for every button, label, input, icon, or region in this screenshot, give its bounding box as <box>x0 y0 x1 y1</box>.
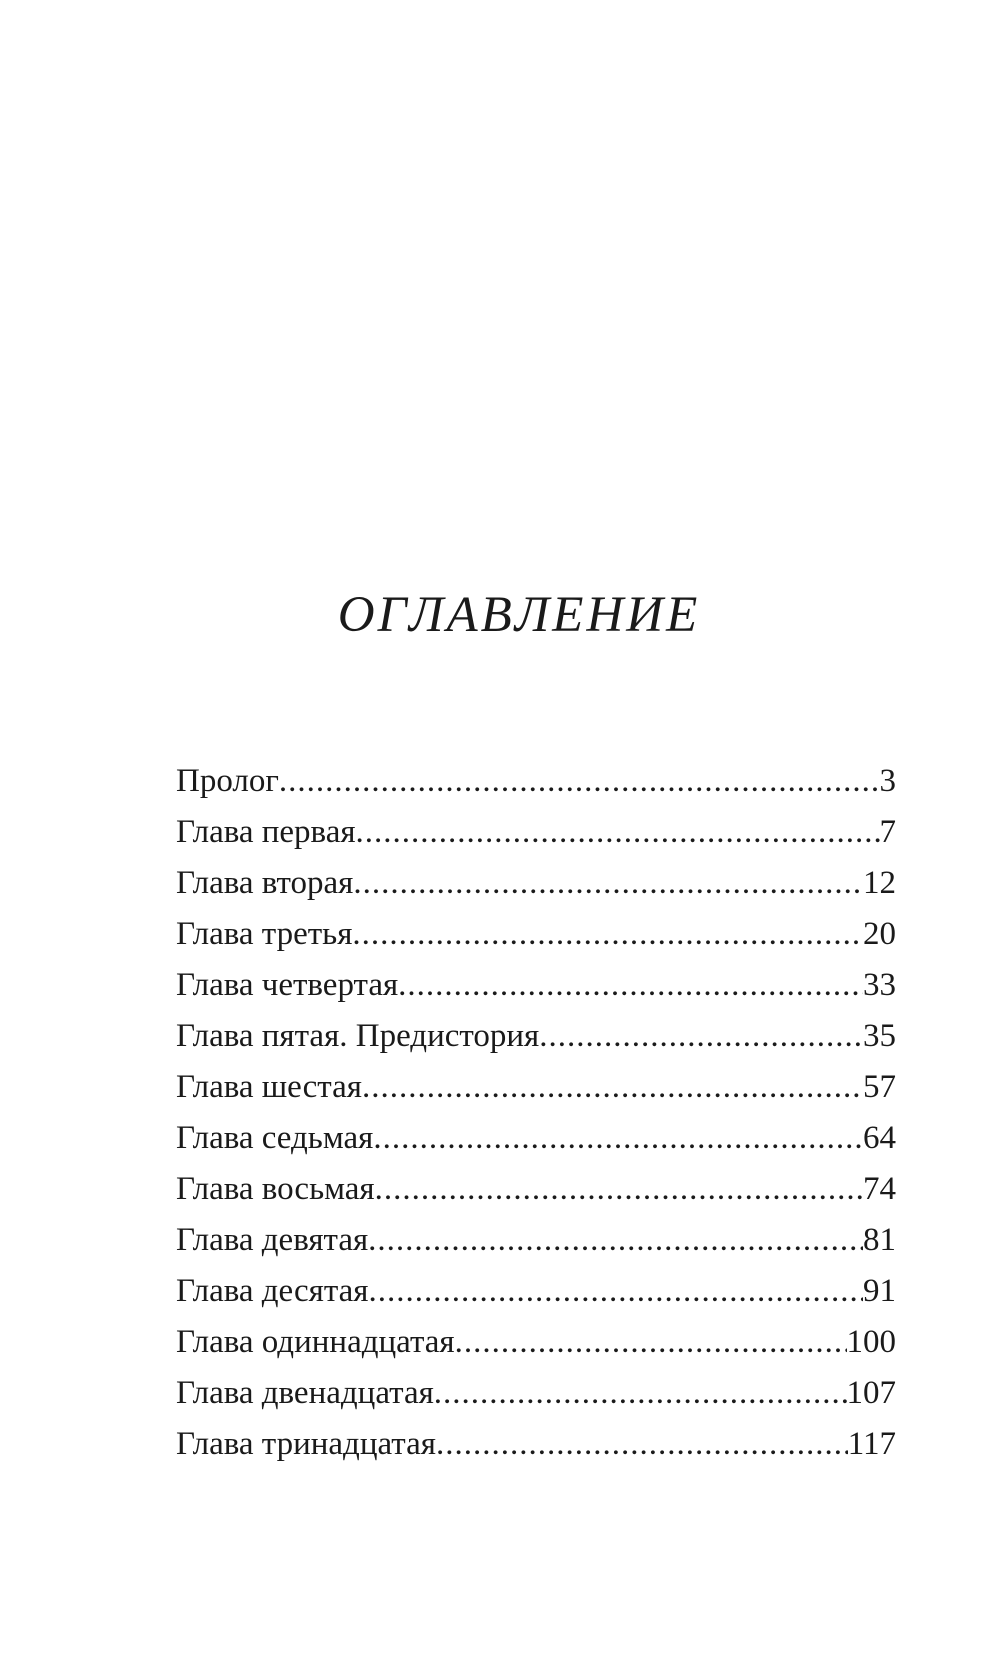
dot-leader <box>356 807 880 858</box>
toc-entry-page: 12 <box>863 865 896 901</box>
toc-entry-page: 64 <box>863 1120 896 1156</box>
toc-entry-page: 57 <box>863 1069 896 1105</box>
toc-entry-label: Глава вторая <box>176 865 354 901</box>
toc-entry-page: 117 <box>847 1426 896 1462</box>
page-title: ОГЛАВЛЕНИЕ <box>337 587 701 643</box>
toc-entry-page: 35 <box>863 1018 896 1054</box>
toc-entry-label: Глава первая <box>176 814 356 850</box>
toc-entry <box>176 1062 896 1113</box>
toc-entry-label: Глава третья <box>176 916 353 952</box>
dot-leader <box>369 1266 864 1317</box>
toc-entry-page: 20 <box>863 916 896 952</box>
toc-entry-label: Пролог <box>176 763 279 799</box>
toc-entry <box>176 1113 896 1164</box>
dot-leader <box>368 1215 863 1266</box>
toc-entry-label: Глава тринадцатая <box>176 1426 436 1462</box>
toc-entry <box>176 1266 896 1317</box>
toc-entry-label: Глава десятая <box>176 1273 369 1309</box>
toc-entry-page: 91 <box>863 1273 896 1309</box>
toc-entry-label: Глава шестая <box>176 1069 362 1105</box>
toc-entry <box>176 1368 896 1419</box>
toc-entry-label: Глава восьмая <box>176 1171 375 1207</box>
toc-entry-label: Глава девятая <box>176 1222 369 1258</box>
dot-leader <box>375 1164 863 1215</box>
dot-leader <box>455 1317 847 1368</box>
toc-entry <box>176 807 896 858</box>
dot-leader <box>279 756 880 807</box>
toc-entry-page: 33 <box>863 967 896 1003</box>
toc-entry-label: Глава двенадцатая <box>176 1375 434 1411</box>
dot-leader <box>353 858 863 909</box>
toc-entry <box>176 1011 896 1062</box>
toc-entry-page: 100 <box>846 1324 896 1360</box>
dot-leader <box>352 909 863 960</box>
toc-entry-label: Глава четвертая <box>176 967 399 1003</box>
toc-entry <box>176 1164 896 1215</box>
toc-entry <box>176 1215 896 1266</box>
table-of-contents <box>176 756 896 1470</box>
dot-leader <box>434 1368 847 1419</box>
dot-leader <box>362 1062 863 1113</box>
toc-entry <box>176 909 896 960</box>
toc-entry-page: 7 <box>879 814 896 850</box>
toc-entry-page: 74 <box>863 1171 896 1207</box>
dot-leader <box>539 1011 863 1062</box>
toc-entry-page: 81 <box>863 1222 896 1258</box>
toc-entry <box>176 1419 896 1470</box>
toc-entry-label: Глава одиннадцатая <box>176 1324 455 1360</box>
dot-leader <box>373 1113 863 1164</box>
toc-entry-page: 3 <box>879 763 896 799</box>
toc-entry <box>176 960 896 1011</box>
toc-entry-label: Глава пятая. Предистория <box>176 1018 540 1054</box>
dot-leader <box>398 960 863 1011</box>
toc-entry <box>176 1317 896 1368</box>
toc-entry-label: Глава седьмая <box>176 1120 374 1156</box>
toc-entry <box>176 858 896 909</box>
dot-leader <box>436 1419 848 1470</box>
toc-entry-page: 107 <box>846 1375 896 1411</box>
toc-entry <box>176 756 896 807</box>
